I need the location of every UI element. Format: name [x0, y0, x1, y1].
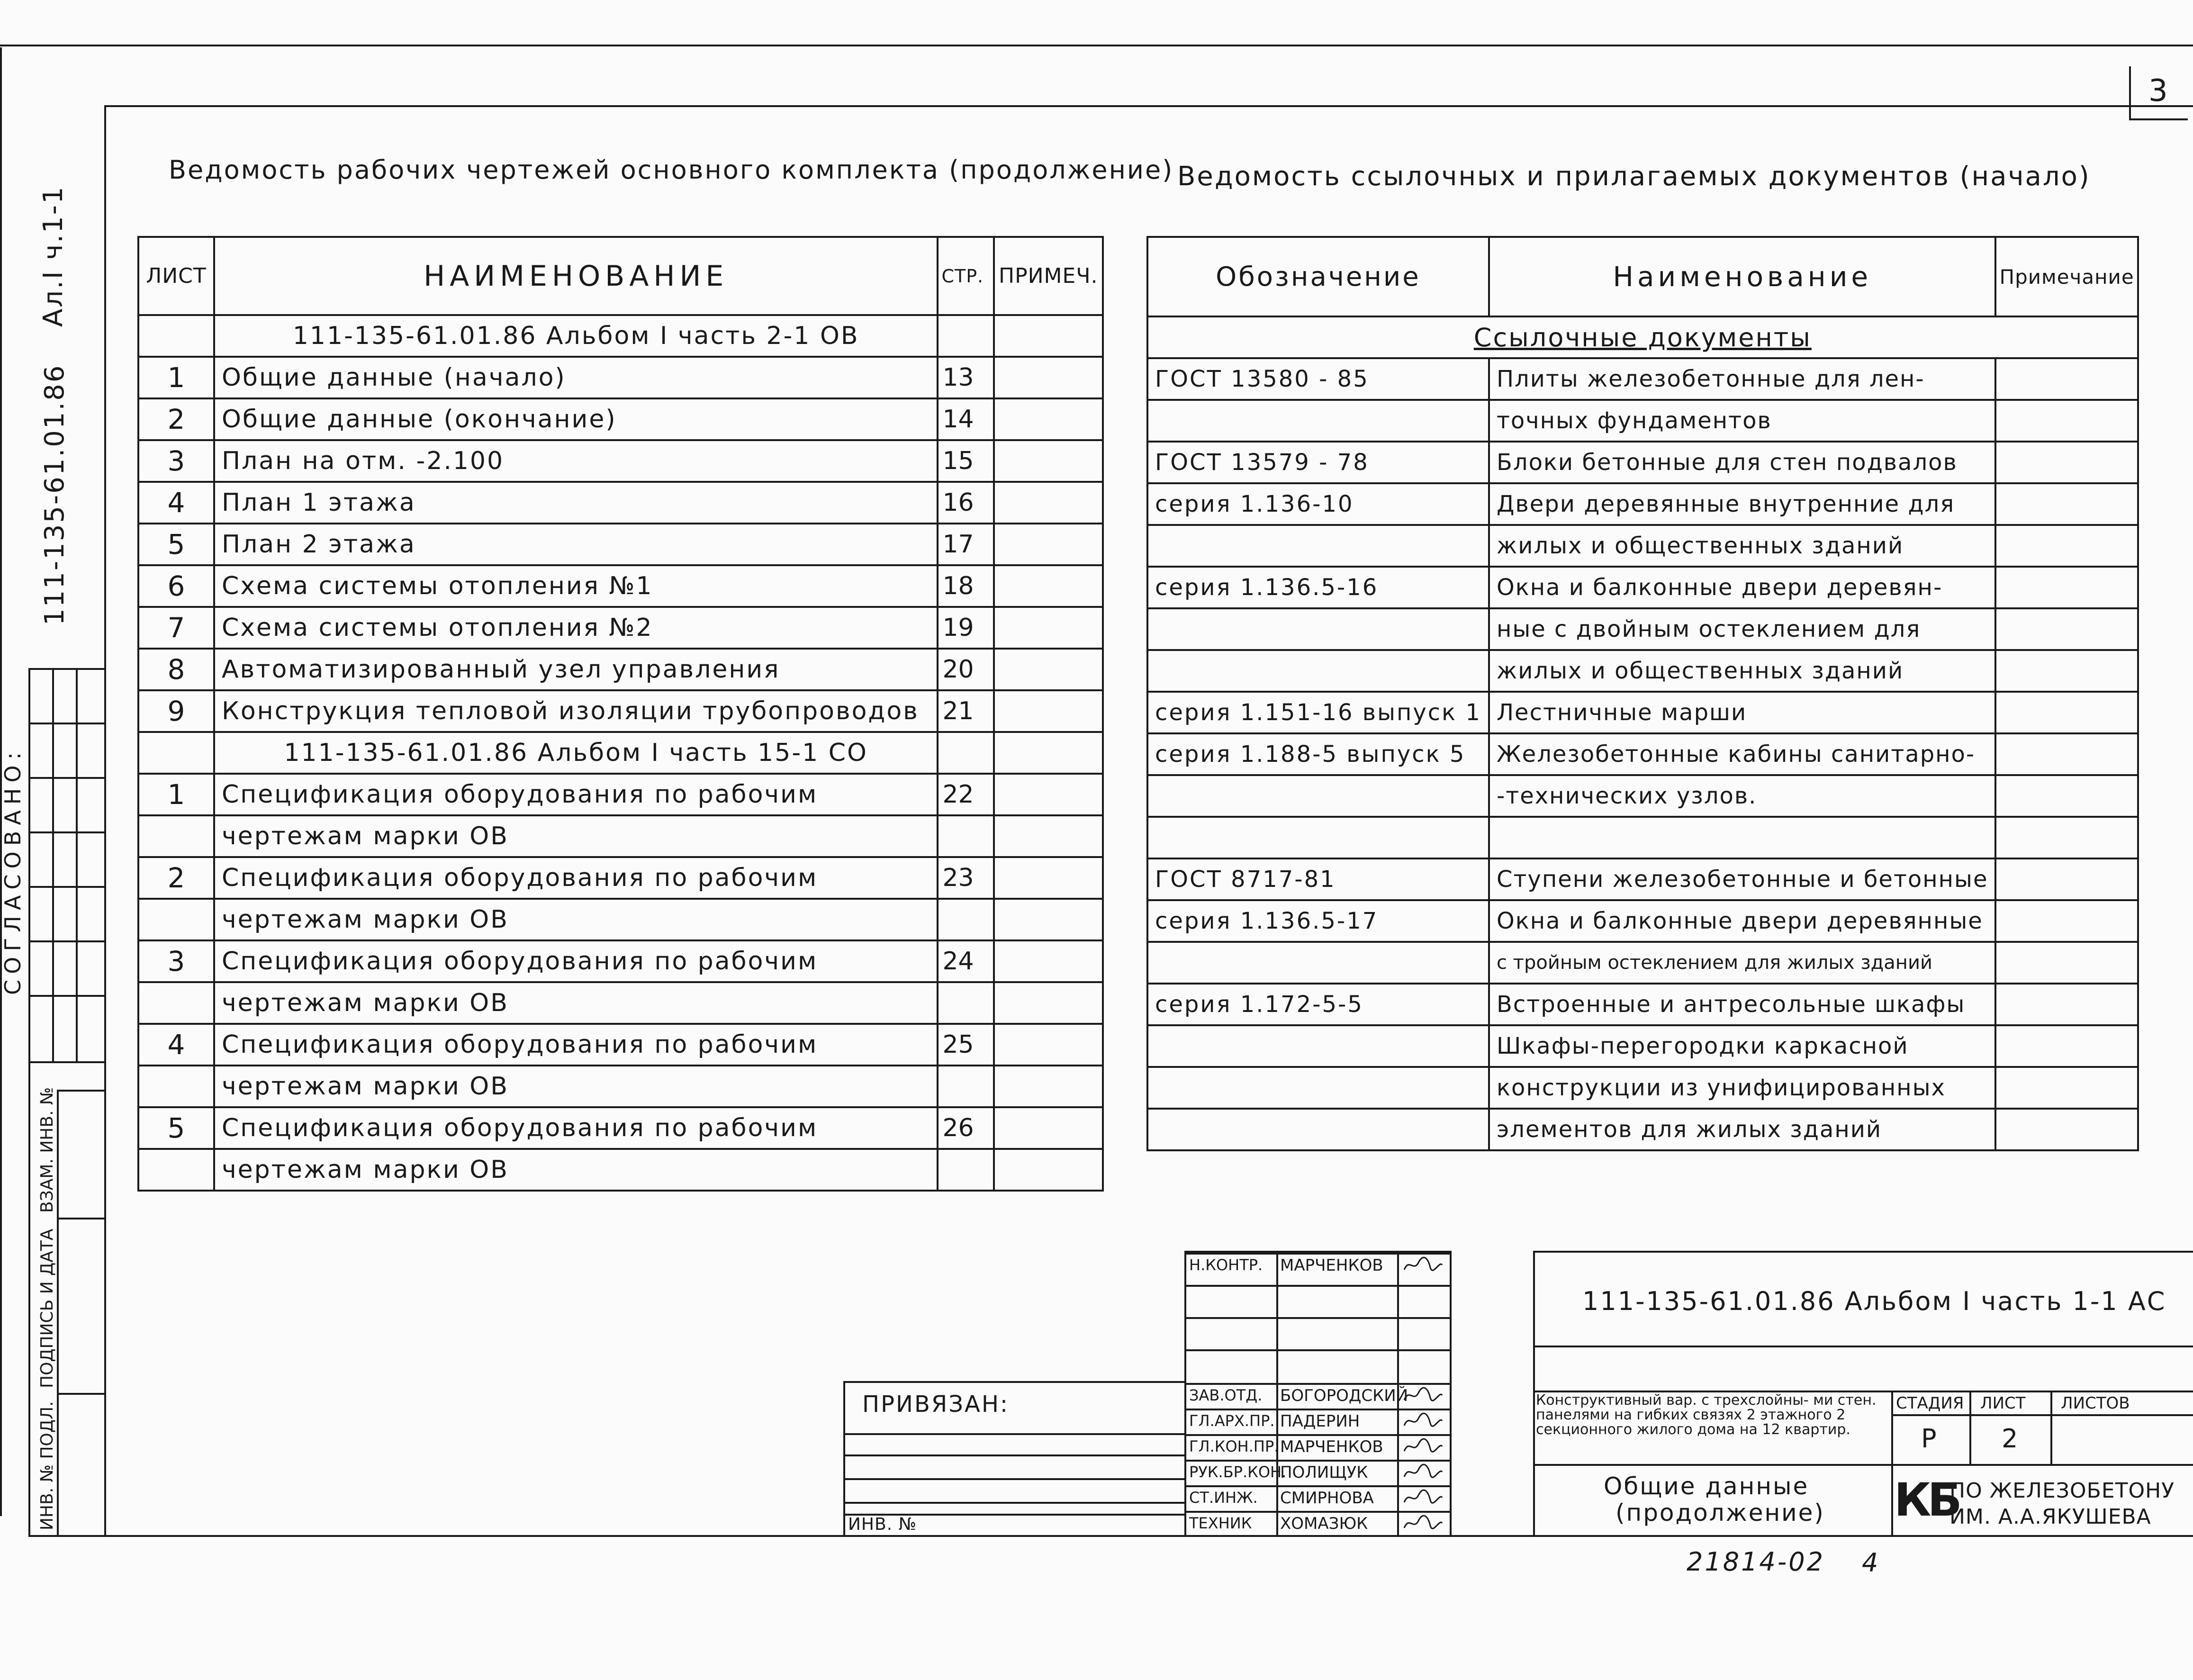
table-row [138, 565, 1103, 607]
row-designation [1147, 775, 1489, 817]
row-sheet [138, 1066, 214, 1107]
org-logo: КБ [1894, 1473, 1958, 1526]
row-doc-name: Лестничные марши [1489, 692, 1996, 733]
row-doc-name: Окна и балконные двери деревян- [1489, 567, 1996, 608]
table-row [1147, 1067, 2138, 1109]
row-name: чертежам марки ОВ [214, 899, 938, 940]
row-name: План 1 этажа [214, 482, 938, 524]
table-row [1147, 775, 2138, 817]
row-doc-note [1995, 984, 2138, 1025]
row-doc-note [1995, 442, 2138, 483]
table-row [1147, 858, 2138, 900]
row-note [994, 732, 1103, 774]
row-note [994, 315, 1103, 357]
inv-no-label: ИНВ. № [848, 1515, 917, 1534]
header-doc-name: Наименование [1489, 237, 1996, 316]
bottom-num: 4 [1862, 1548, 1878, 1578]
row-designation: ГОСТ 8717-81 [1147, 858, 1489, 900]
table-row [138, 398, 1103, 440]
table-row [138, 732, 1103, 774]
role-title: ГЛ.КОН.ПР. [1189, 1437, 1279, 1455]
row-note [994, 398, 1103, 440]
row-page [938, 315, 994, 357]
row-page [938, 815, 994, 857]
row-doc-name: Железобетонные кабины санитарно- [1489, 733, 1996, 775]
row-name: Общие данные (начало) [214, 357, 938, 398]
row-note [994, 1066, 1103, 1107]
table-row [138, 1107, 1103, 1149]
row-doc-name: Блоки бетонные для стен подвалов [1489, 442, 1996, 483]
row-page: 18 [938, 565, 994, 607]
row-doc-name [1489, 817, 1996, 858]
table-row [1147, 1109, 2138, 1150]
sheet-value: 2 [2002, 1424, 2018, 1454]
role-person: МАРЧЕНКОВ [1280, 1437, 1383, 1456]
table-row [138, 982, 1103, 1024]
side-vzam-inv: ВЗАМ. ИНВ. № [37, 1087, 57, 1213]
table-row [1147, 525, 2138, 567]
row-page: 20 [938, 649, 994, 690]
role-person: ПОЛИЩУК [1280, 1463, 1368, 1482]
row-doc-note [1995, 817, 2138, 858]
row-page [938, 1066, 994, 1107]
header-note: ПРИМЕЧ. [994, 237, 1103, 315]
table-row [1147, 942, 2138, 984]
table-row [1147, 900, 2138, 942]
row-note [994, 440, 1103, 482]
table-row [1147, 733, 2138, 775]
row-doc-note [1995, 650, 2138, 692]
row-sheet: 3 [138, 440, 214, 482]
row-sheet: 2 [138, 857, 214, 899]
org-line-2: ИМ. А.А.ЯКУШЕВА [1949, 1505, 2151, 1529]
row-name: Конструкция тепловой изоляции трубопроводов [214, 690, 938, 732]
frame-top [0, 45, 2193, 46]
row-page: 14 [938, 398, 994, 440]
row-doc-name: с тройным остеклением для жилых зданий [1489, 942, 1996, 984]
row-name: Общие данные (окончание) [214, 398, 938, 440]
table-row [1147, 650, 2138, 692]
row-doc-note [1995, 483, 2138, 525]
sheets-label: ЛИСТОВ [2061, 1394, 2130, 1413]
row-sheet [138, 1149, 214, 1191]
row-designation: серия 1.188-5 выпуск 5 [1147, 733, 1489, 775]
row-designation: ГОСТ 13580 - 85 [1147, 358, 1489, 400]
row-doc-note [1995, 1025, 2138, 1067]
row-name: Автоматизированный узел управления [214, 649, 938, 690]
signature-mark [1402, 1463, 1444, 1484]
project-desc: Конструктивный вар. с трехслойны- ми стен. панелями на гибких связях 2 этажного 2 секционного жилого дома на 12 квартир. [1536, 1392, 1877, 1438]
role-person: БОГОРОДСКИЙ [1280, 1386, 1408, 1405]
table-row [138, 357, 1103, 398]
row-doc-name: жилых и общественных зданий [1489, 525, 1996, 567]
row-doc-note [1995, 608, 2138, 650]
right-table-title: Ведомость ссылочных и прилагаемых документов (начало) [1177, 161, 2091, 192]
row-doc-note [1995, 900, 2138, 942]
row-sheet: 4 [138, 1024, 214, 1066]
frame-inner-top [104, 105, 2193, 107]
role-title: ТЕХНИК [1189, 1514, 1252, 1532]
row-designation [1147, 525, 1489, 567]
row-sheet: 9 [138, 690, 214, 732]
side-agreed-label: СОГЛАСОВАНО: [0, 746, 26, 995]
role-person: СМИРНОВА [1280, 1489, 1374, 1508]
row-doc-note [1995, 775, 2138, 817]
row-doc-name: ные с двойным остеклением для [1489, 608, 1996, 650]
row-page: 19 [938, 607, 994, 649]
left-table [137, 236, 1104, 1192]
sheet-title-2: (продолжение) [1615, 1499, 1825, 1526]
row-note [994, 940, 1103, 982]
side-album-label: Ал.I ч.1-1 [38, 185, 69, 327]
side-code-label: 111-135-61.01.86 [39, 364, 70, 625]
row-note [994, 774, 1103, 815]
row-name: Спецификация оборудования по рабочим [214, 774, 938, 815]
row-name: Спецификация оборудования по рабочим [214, 1024, 938, 1066]
row-doc-name: Двери деревянные внутренние для [1489, 483, 1996, 525]
role-title: ГЛ.АРХ.ПР. [1189, 1412, 1275, 1430]
row-doc-name: точных фундаментов [1489, 400, 1996, 442]
role-person: МАРЧЕНКОВ [1280, 1256, 1383, 1275]
role-person: ХОМАЗЮК [1280, 1514, 1368, 1533]
row-sheet [138, 899, 214, 940]
signature-mark [1402, 1514, 1444, 1535]
table-row [1147, 567, 2138, 608]
row-sheet [138, 982, 214, 1024]
row-note [994, 690, 1103, 732]
table-row [138, 774, 1103, 815]
row-designation [1147, 1025, 1489, 1067]
row-name: Схема системы отопления №1 [214, 565, 938, 607]
row-page [938, 732, 994, 774]
roles-grid [1184, 1251, 1452, 1537]
row-name: Спецификация оборудования по рабочим [214, 940, 938, 982]
row-sheet: 5 [138, 524, 214, 565]
row-name: Спецификация оборудования по рабочим [214, 857, 938, 899]
table-row [138, 524, 1103, 565]
row-page: 23 [938, 857, 994, 899]
row-note [994, 607, 1103, 649]
header-sheet: ЛИСТ [138, 237, 214, 315]
row-doc-note [1995, 1109, 2138, 1150]
table-row [138, 815, 1103, 857]
row-doc-note [1995, 733, 2138, 775]
section-title: Ссылочные документы [1473, 322, 1812, 352]
section-row [1147, 316, 2138, 358]
row-doc-name: Ступени железобетонные и бетонные [1489, 858, 1996, 900]
table-row [138, 1149, 1103, 1191]
signature-mark [1402, 1411, 1444, 1433]
row-page: 17 [938, 524, 994, 565]
row-name: 111-135-61.01.86 Альбом I часть 2-1 ОВ [214, 315, 938, 357]
table-row [138, 690, 1103, 732]
row-designation [1147, 650, 1489, 692]
table-row [1147, 358, 2138, 400]
row-note [994, 565, 1103, 607]
row-doc-name: Окна и балконные двери деревянные [1489, 900, 1996, 942]
table-row [1147, 483, 2138, 525]
header-doc-note: Примечание [1995, 237, 2138, 316]
row-designation [1147, 817, 1489, 858]
row-doc-note [1995, 525, 2138, 567]
row-designation: серия 1.136-10 [1147, 483, 1489, 525]
side-inv-podl: ИНВ. № ПОДЛ. [37, 1401, 57, 1530]
row-designation: ГОСТ 13579 - 78 [1147, 442, 1489, 483]
row-page: 13 [938, 357, 994, 398]
side-stamp-grid [28, 668, 104, 1061]
table-row [1147, 1025, 2138, 1067]
row-name: чертежам марки ОВ [214, 815, 938, 857]
privyazan-label: ПРИВЯЗАН: [862, 1391, 1010, 1418]
org-line-1: ПО ЖЕЛЕЗОБЕТОНУ [1949, 1479, 2175, 1503]
row-name: Схема системы отопления №2 [214, 607, 938, 649]
row-designation: серия 1.136.5-16 [1147, 567, 1489, 608]
table-row [138, 649, 1103, 690]
row-name: чертежам марки ОВ [214, 982, 938, 1024]
sheet-title-1: Общие данные [1604, 1472, 1809, 1500]
row-designation: серия 1.151-16 выпуск 1 [1147, 692, 1489, 733]
row-doc-name: -технических узлов. [1489, 775, 1996, 817]
row-doc-name: Плиты железобетонные для лен- [1489, 358, 1996, 400]
row-page: 25 [938, 1024, 994, 1066]
role-person: ПАДЕРИН [1280, 1412, 1360, 1431]
table-row [138, 899, 1103, 940]
row-note [994, 899, 1103, 940]
table-row [1147, 608, 2138, 650]
table-row [1147, 692, 2138, 733]
row-sheet: 2 [138, 398, 214, 440]
row-doc-note [1995, 358, 2138, 400]
row-page: 16 [938, 482, 994, 524]
row-designation: серия 1.172-5-5 [1147, 984, 1489, 1025]
table-row [138, 482, 1103, 524]
left-table-title: Ведомость рабочих чертежей основного комплекта (продолжение) [169, 155, 1174, 185]
side-sign-date: ПОДПИСЬ И ДАТА [37, 1228, 57, 1388]
table-row [138, 940, 1103, 982]
role-title: Н.КОНТР. [1189, 1256, 1263, 1274]
row-note [994, 482, 1103, 524]
table-row [1147, 817, 2138, 858]
signature-mark [1402, 1386, 1444, 1408]
table-row [138, 315, 1103, 357]
row-name: План на отм. -2.100 [214, 440, 938, 482]
title-block [843, 1251, 2193, 1535]
row-doc-note [1995, 1067, 2138, 1109]
right-table [1146, 236, 2139, 1151]
row-designation [1147, 1109, 1489, 1150]
row-name: Спецификация оборудования по рабочим [214, 1107, 938, 1149]
row-sheet: 8 [138, 649, 214, 690]
row-page: 21 [938, 690, 994, 732]
row-page [938, 982, 994, 1024]
table-row [138, 440, 1103, 482]
row-doc-note [1995, 400, 2138, 442]
doc-code: 111-135-61.01.86 Альбом I часть 1-1 АС [1582, 1286, 2166, 1316]
row-doc-name: Шкафы-перегородки каркасной [1489, 1025, 1996, 1067]
row-doc-name: жилых и общественных зданий [1489, 650, 1996, 692]
header-name: НАИМЕНОВАНИЕ [214, 237, 938, 315]
row-designation [1147, 1067, 1489, 1109]
row-name: чертежам марки ОВ [214, 1149, 938, 1191]
signature-mark [1402, 1255, 1444, 1277]
row-note [994, 857, 1103, 899]
page-number: 3 [2148, 73, 2168, 108]
bottom-code: 21814-02 [1687, 1547, 1825, 1577]
stage-label: СТАДИЯ [1896, 1394, 1964, 1413]
row-page [938, 899, 994, 940]
row-sheet: 5 [138, 1107, 214, 1149]
row-doc-name: Встроенные и антресольные шкафы [1489, 984, 1996, 1025]
row-sheet [138, 815, 214, 857]
row-page [938, 1149, 994, 1191]
row-designation [1147, 608, 1489, 650]
row-name: План 2 этажа [214, 524, 938, 565]
header-page: СТР. [938, 237, 994, 315]
row-sheet: 6 [138, 565, 214, 607]
row-doc-note [1995, 692, 2138, 733]
header-designation: Обозначение [1147, 237, 1489, 316]
row-doc-note [1995, 567, 2138, 608]
row-sheet: 1 [138, 357, 214, 398]
row-note [994, 815, 1103, 857]
row-sheet [138, 732, 214, 774]
row-page: 22 [938, 774, 994, 815]
signature-mark [1402, 1488, 1444, 1510]
row-doc-name: элементов для жилых зданий [1489, 1109, 1996, 1150]
signature-mark [1402, 1437, 1444, 1459]
table-row [1147, 442, 2138, 483]
row-sheet: 3 [138, 940, 214, 982]
row-page: 15 [938, 440, 994, 482]
row-designation [1147, 400, 1489, 442]
row-note [994, 1024, 1103, 1066]
role-title: СТ.ИНЖ. [1189, 1489, 1258, 1507]
row-name: 111-135-61.01.86 Альбом I часть 15-1 СО [214, 732, 938, 774]
sheet-label: ЛИСТ [1980, 1394, 2026, 1413]
row-sheet: 7 [138, 607, 214, 649]
row-doc-note [1995, 942, 2138, 984]
row-page: 26 [938, 1107, 994, 1149]
row-sheet: 4 [138, 482, 214, 524]
table-row [1147, 984, 2138, 1025]
table-row [138, 1066, 1103, 1107]
role-title: РУК.БР.КОН. [1189, 1463, 1287, 1481]
row-name: чертежам марки ОВ [214, 1066, 938, 1107]
table-row [138, 857, 1103, 899]
row-sheet [138, 315, 214, 357]
table-row [138, 607, 1103, 649]
row-designation: серия 1.136.5-17 [1147, 900, 1489, 942]
row-doc-note [1995, 858, 2138, 900]
row-page: 24 [938, 940, 994, 982]
row-designation [1147, 942, 1489, 984]
row-note [994, 524, 1103, 565]
row-sheet: 1 [138, 774, 214, 815]
table-row [1147, 400, 2138, 442]
row-note [994, 1107, 1103, 1149]
table-row [138, 1024, 1103, 1066]
row-note [994, 649, 1103, 690]
row-note [994, 982, 1103, 1024]
row-note [994, 1149, 1103, 1191]
stage-value: Р [1921, 1424, 1937, 1454]
row-note [994, 357, 1103, 398]
row-doc-name: конструкции из унифицированных [1489, 1067, 1996, 1109]
role-title: ЗАВ.ОТД. [1189, 1386, 1263, 1404]
